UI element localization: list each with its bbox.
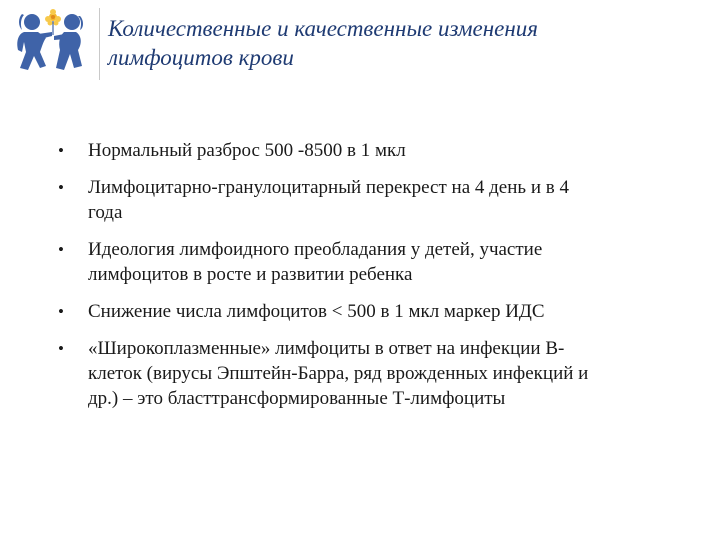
title-divider [99,8,100,80]
bullet-dot-icon: • [58,240,64,259]
title-line-2: лимфоцитов крови [108,45,294,70]
list-item [58,299,678,324]
list-item [58,175,678,225]
bullet-text-line: Снижение числа лимфоцитов < 500 в 1 мкл маркер ИДС [88,301,545,322]
list-item [58,237,678,287]
bullet-text-line: «Широкоплазменные» лимфоциты в ответ на инфекции В- [88,338,565,359]
bullet-text-line: клеток (вирусы Эпштейн-Барра, ряд врожденных инфекций и [88,363,589,384]
bullet-text-line: Идеология лимфоидного преобладания у детей, участие [88,239,543,260]
children-with-flower-logo-icon [10,8,94,74]
bullet-dot-icon: • [58,141,64,160]
bullet-dot-icon: • [58,178,64,197]
list-item [58,336,678,411]
bullet-text-line: др.) – это бласттрансформированные Т-лимфоциты [88,388,506,409]
title-line-1: Количественные и качественные изменения [108,16,538,41]
bullet-text-line: Лимфоцитарно-гранулоцитарный перекрест на 4 день и в 4 [88,177,569,198]
bullet-text-line: года [88,202,123,223]
bullet-text-line: Нормальный разброс 500 -8500 в 1 мкл [88,140,406,161]
bullet-dot-icon: • [58,339,64,358]
list-item [58,138,678,163]
bullet-list [58,138,678,423]
bullet-dot-icon: • [58,302,64,321]
bullet-text-line: лимфоцитов в росте и развитии ребенка [88,264,413,285]
page-title [108,14,708,72]
